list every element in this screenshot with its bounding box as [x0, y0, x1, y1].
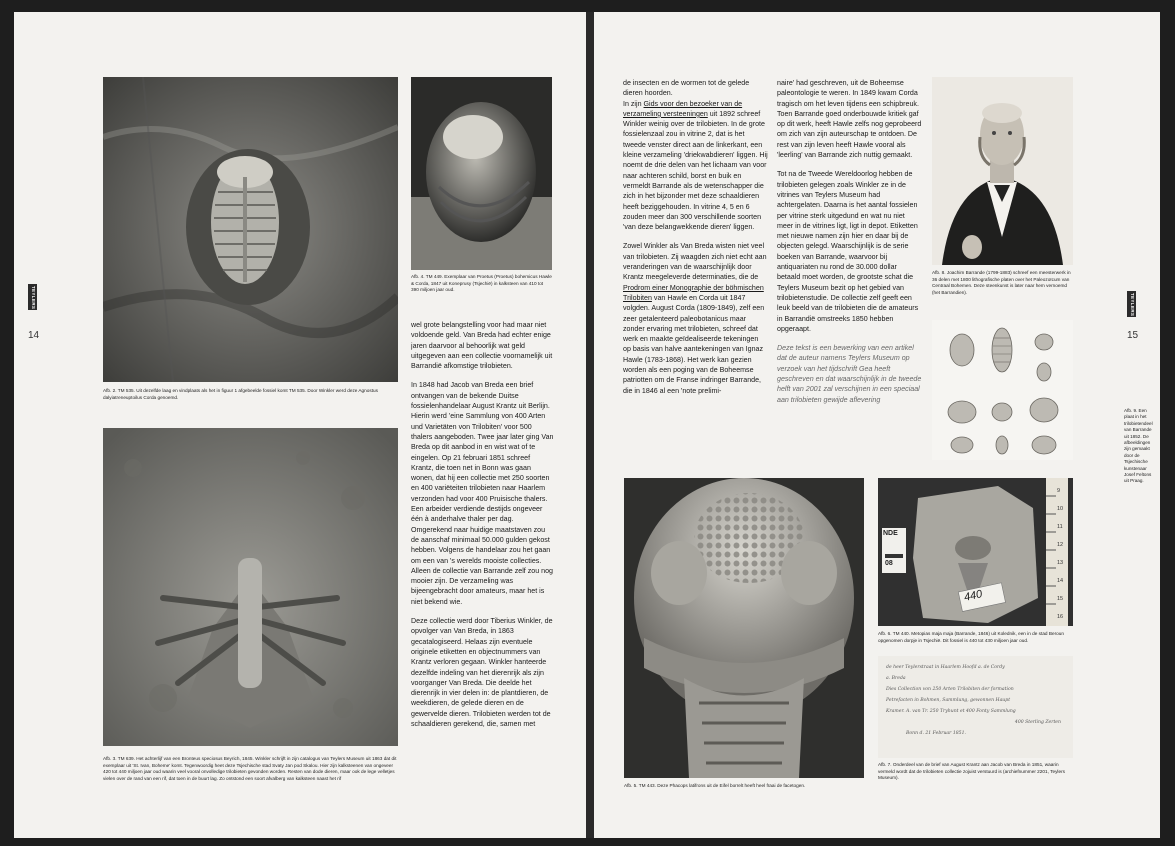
paragraph: Zowel Winkler als Van Breda wisten niet veel van trilobieten. Zij waagden zich niet echt aan veranderingen van de waarschijnlijk door Krantz meegeleverde determinaties, die de Prodrom einer Monographie der böhmischen Trilobiten van Hawle en Corda uit 1847 volgden. August Corda (1809-1849), zelf een zeer getalenteerd paleobotanicus maar zonder ervaring met trilobieten, schreef dat werk en maakte geïdealiseerde tekeningen op basis van halve aantekeningen van Ignaz Hawle (1783-1868). Het werk kan gezien worden als een poging van de Boheemse patriotten om de Franse indringer Barrande, die in 1846 al een 'note prelimi- [623, 242, 767, 395]
paragraph: naire' had geschreven, uit de Boheemse paleontologie te weren. In 1849 kwam Corda tragisch om het leven tijdens een schipbreuk. Toen Barrande goed onderbouwde kritiek gaf op dit werk, heeft Hawle zelfs nog geprobeerd om zich van zijn auteurschap te ontdoen. De rest van zijn leven heeft Hawle vooral als 'leerling' van Barrande zich nuttig gemaakt. [777, 79, 922, 160]
paragraph: In 1848 had Jacob van Breda een brief ontvangen van de bekende Duitse fossielenhandelaar August Krantz uit Berlijn. Hierin werd 'eine Sammlung von 400 Arten und Varietäten von Trilobiten' voor 500 thalers aangeboden. Twee jaar later ging Van Breda op dit aanbod in en wist wat of te eingelen. Op 21 februari 1851 schreef Krantz, die toen net in Bonn was gaan wonen, dat hij een collectie met 250 soorten en 400 variëteiten trilobieten naar Haarlem verzonden had voor 400 Pruisische thalers. Een arbeider verdiende destijds ongeveer één à anderhalve thaler per dag. Omgerekend naar huidige maatstaven zou de aanschaf minimaal 50.000 gulden gekost hebben. Volgens de handelaar zou het gaan om een van 's werelds mooiste collecties. Alleen de collectie van Barrande zelf zou nog mooier zijn. De verzameling was bijeengebracht door amateurs, maar het is niet bekend wie. [411, 381, 554, 606]
specimen-label-number: 440 [962, 588, 984, 604]
caption-afb3: Afb. 3. TM 639. Het achterlijf van een Bronteus speciosus Beyrich, 1845. Winkler schrijft in zijn catalogus van Teylers Museum uit 1863 dat dit exemplaar uit 'St. Ivan, Boheme' komt. Tegenwoordig heet deze Tsjechische stad Svaty Jan pod Skalou. Hier zijn kalksteenen van ongeveer 420 tot 440 miljoen jaar oud waarin veel vooral onvolledige trilobieten gevonden worden. Resten van dode dieren, maar ook de lege velletjes vielen over de rand van een rif, dat toen in de buurt lag. Zo ontstond een soort afvalberg van kalksteen naast het rif [103, 756, 397, 781]
spine [586, 12, 594, 838]
text-column-left [411, 320, 554, 820]
page-number-right: 15 [1127, 330, 1139, 341]
handwritten-letter-text: de heer Teylerstraat in Haarlem Hoofd a. de Cordy a. Breda Dies Collection von 250 Arten Trilobiten der formation Petrefacten in Bohmen, Sammlung, gewonnen Haupt Kramer. A. van Tr. 250 Tryhunt et 400 Fonty Sammlung 400 Sterling Zerten Bonn d. 21 Februar 1851. [886, 665, 1061, 736]
caption-afb8: Afb. 8. Joachim Barrande (1799-1883) schreef een meesterwerk in 36 delen met 1800 lithografische platen over het Paleozoïcum van Centraal Bohemen. Deze steenkunst is later naar hem vernoemd (het Barrandien). [932, 270, 1071, 295]
caption-afb6: Afb. 6. TM 440. Metopias maja maja (Barrande, 1846) uit Kolednik, een in de stad Beroun opgenomen dorpje in Tsjechië. Dit fossiel is 440 tot 430 miljoen jaar oud. [878, 631, 1064, 643]
teylers-logo: TEYLERS [28, 284, 37, 310]
caption-afb7: Afb. 7. Onderdeel van de brief van August Krantz aan Jacob van Breda in 1851, waarin vermeld wordt dat de trilobieten collectie zojuist verstuurd is (archiefnummer 2201, Teylers Museum). [878, 762, 1065, 781]
caption-afb4: Afb. 4. TM 449. Exemplaar van Proetus (Proetus) bohemicus Hawle & Corda, 1847 uit Koneprusy (Tsjechië) in kalksteen van 410 tot 390 miljoen jaar oud. [411, 274, 552, 293]
photo-afb4-proetus [411, 77, 552, 270]
text-column-right-2 [777, 78, 922, 470]
photo-afb5-phacops [624, 478, 864, 778]
text-column-right-1 [623, 78, 768, 470]
image-afb7-krantz-letter [878, 656, 1073, 758]
book-title-link: Gids voor den bezoeker van de verzameling versteeningen [623, 99, 743, 118]
caption-afb5: Afb. 5. TM 443. Deze Phacops latifrons uit de Eifel borrelt heeft heel fraai de facetogen. [624, 783, 806, 788]
ruler-numbers: 9 10 11 12 13 14 15 16 [1057, 488, 1064, 620]
page-number-left: 14 [28, 330, 40, 341]
book-title-link: Prodrom einer Monographie der böhmischen Trilobiten [623, 283, 764, 302]
teylers-logo: TEYLERS [1127, 291, 1136, 317]
photo-afb6-metopias [878, 478, 1073, 626]
paragraph: wel grote belangstelling voor had maar niet voldoende geld. Van Breda had echter enige jaren daarvoor al behoorlijk wat geld uitgegeven aan een collectie voornamelijk uit Barrandië afkomstige trilobieten. [411, 321, 553, 371]
illustration-afb9-barrande-plate [932, 320, 1073, 460]
photo-afb8-barrande-portrait [932, 77, 1073, 265]
paragraph: Tot na de Tweede Wereldoorlog hebben de trilobieten gelegen zoals Winkler ze in de vitrines van Teylers Museum had achtergelaten. Daarna is het aantal fossielen per vitrine sterk uitgedund en wat nu niet meer in de vitrines ligt, ligt in depot. Etiketten met nieuwe namen zijn hier en daar bij de objecten gelegd. Waarschijnlijk is de serie boeken van Barrande, waarvoor bij antiquariaten nu rond de 30.000 dollar betaald moet worden, de grootste schat die Teylers Museum bezit op het gebied van trilobietenstudie. De collectie zelf geeft een leuk beeld van de trilobieten die de amateurs in Barrandië omstreeks 1850 hebben opgeraapt. [777, 170, 919, 333]
caption-afb9: Afb. 9. Een plaat in het trilobietendeel van Barrande uit 1852. De afbeeldingen zijn gemaakt door de Tsjechische kunstenaar Josef Feltons uit Praag. [1124, 408, 1153, 484]
photo-afb3-bronteus [103, 428, 398, 746]
caption-afb2: Afb. 2. TM 535. Uit dezelfde laag en vindplaats als het in figuur 1 afgebeelde fossiel komt TM 535. Door Winkler werd deze Agnostus dalyiatreneuptoilus Corda genoemd. [103, 388, 378, 400]
stamp-number: 08 [885, 560, 893, 567]
paragraph: de insecten en de wormen tot de gelede dieren hoorden. In zijn Gids voor den bezoeker van de verzameling versteeningen uit 1892 schreef Winkler weinig over de trilobieten. In de grote fossielenzaal zou in vitrine 2, dat is het tweede venster direct aan de linkerkant, een kleine verzameling 'driekwabdieren' liggen. Hij noemt de drie delen van het lichaam van voor naar achteren schild, borst en buik en vermeldt Barrande als de wetenschapper die zich in het bijzonder met deze schaaldieren heeft beziggehouden. In vitrine 4, 5 en 6 zouden meer dan 300 verschillende soorten 'van deze belangwekkende dieren' liggen. [623, 79, 768, 232]
paragraph: Deze collectie werd door Tiberius Winkler, de opvolger van Van Breda, in 1863 gecatalogiseerd. Helaas zijn eventuele originele etiketten en objectnummers van Krantz verloren gegaan. Winkler hanteerde dezelfde indeling van het dierenrijk als zijn voorganger Van Breda. Die deelde het dierenrijk in vier delen in: de plantdieren, de weekdieren, de gelede dieren en de gewervelde dieren. Trilobieten werden tot de schaaldieren gerekend, die, samen met [411, 617, 553, 728]
photo-afb2-trilobite [103, 77, 398, 382]
stamp-text: NDE [883, 530, 898, 537]
paragraph-italic-note: Deze tekst is een bewerking van een artikel dat de auteur namens Teylers Museum op verzoek van het tijdschrift Gea heeft geschreven en dat waarschijnlijk in de tweede helft van 2001 zal verschijnen in een speciaal aan trilobieten gewijde aflevering [777, 344, 922, 404]
